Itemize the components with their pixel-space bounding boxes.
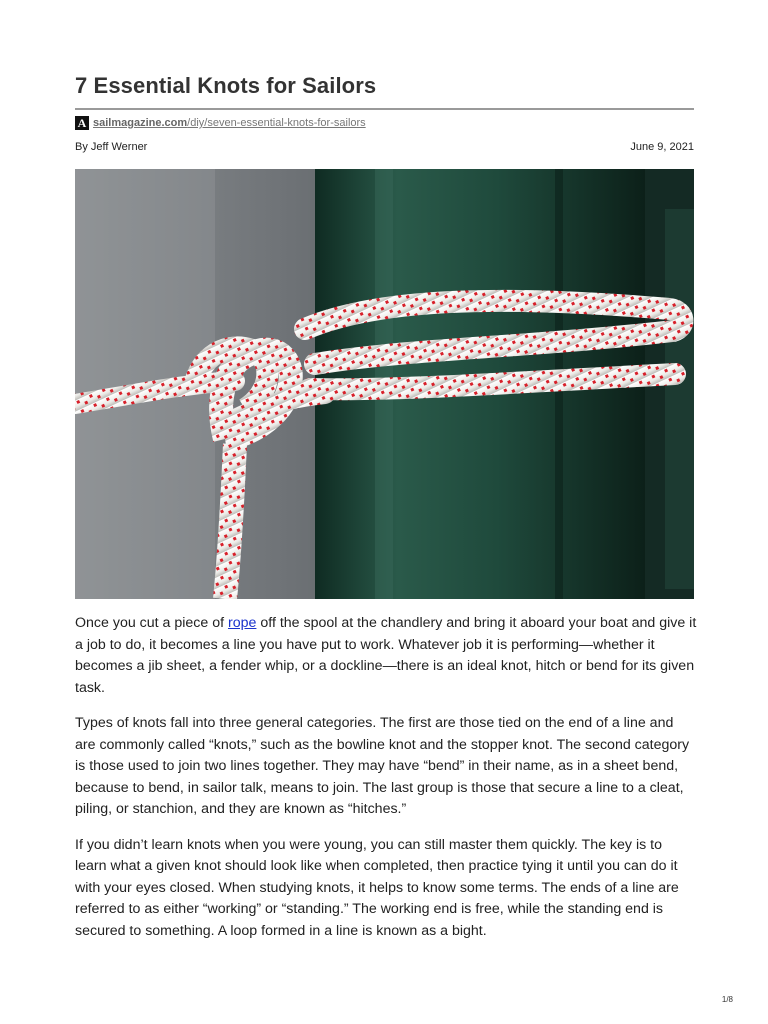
knot-photo <box>75 169 694 599</box>
author: By Jeff Werner <box>75 141 148 153</box>
article-body <box>75 613 697 956</box>
rope-link[interactable]: rope <box>228 615 257 631</box>
article-title: 7 Essential Knots for Sailors <box>75 73 377 98</box>
site-logo-icon: A <box>75 116 89 130</box>
source-link[interactable] <box>93 117 366 129</box>
source-path: /diy/seven-essential-knots-for-sailors <box>187 117 366 129</box>
page-indicator: 1/8 <box>721 995 733 1004</box>
source-domain: sailmagazine.com <box>93 117 188 129</box>
byline <box>75 141 694 153</box>
source-line <box>75 115 366 131</box>
publish-date: June 9, 2021 <box>630 141 694 153</box>
title-divider <box>75 108 694 110</box>
paragraph: Once you cut a piece of rope off the spool at the chandlery and bring it aboard your boat and give it a job to do, it becomes a line you have put to work. Whatever job it is performing—whether it becomes a jib sheet, a fender whip, or a dockline—there is an ideal knot, hitch or bend for its given task. <box>75 615 697 696</box>
paragraph: Types of knots fall into three general categories. The first are those tied on the end of a line and are commonly called “knots,” such as the bowline knot and the stopper knot. The second category is those used to join two lines together. They may have “bend” in their name, as in a sheet bend, because to bend, in sailor talk, means to join. The last group is those that secure a line to a cleat, piling, or stanchion, and they are known as “hitches.” <box>75 715 690 817</box>
paragraph: If you didn’t learn knots when you were young, you can still master them quickly. The key is to learn what a given knot should look like when completed, then practice tying it until you can do it with your eyes closed. When studying knots, it helps to know some terms. The ends of a line are referred to as either “working” or “standing.” The working end is free, while the standing end is secured to something. A loop formed in a line is known as a bight. <box>75 836 679 939</box>
hero-image <box>75 169 694 599</box>
